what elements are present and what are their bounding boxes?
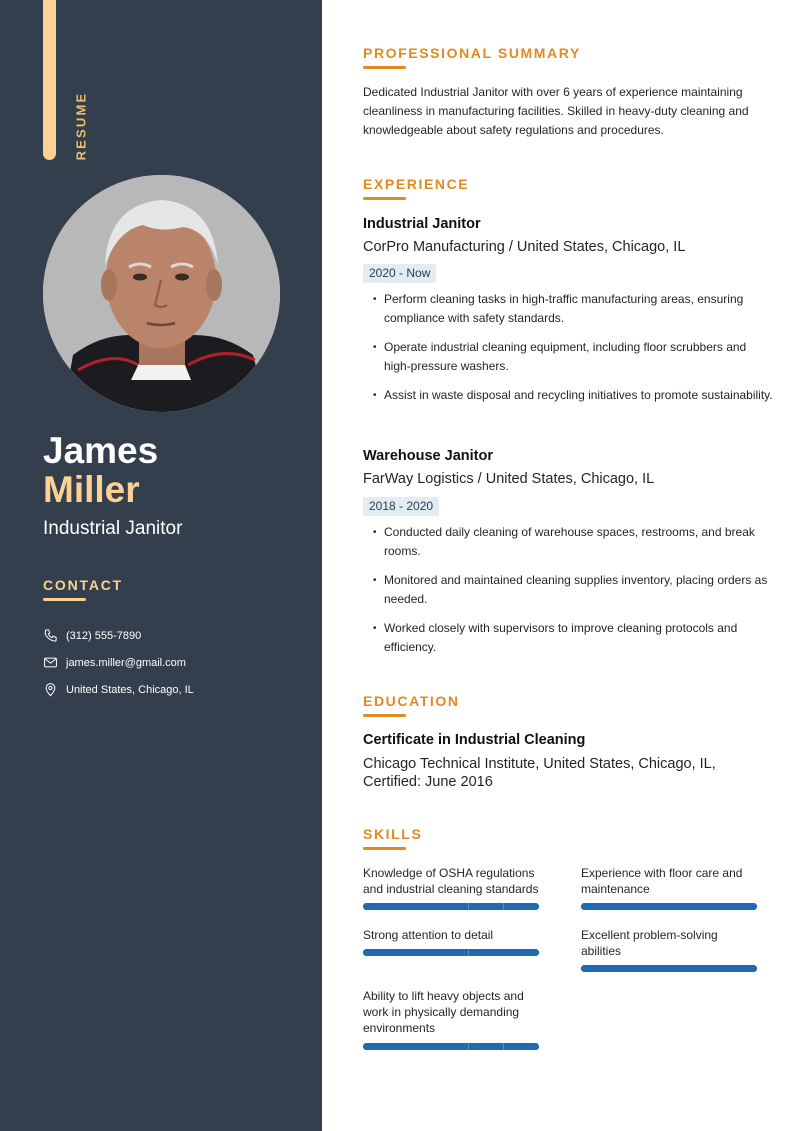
job-bullet: • Monitored and maintained cleaning supplies inventory, placing orders as needed.: [373, 571, 773, 609]
skill-label: Excellent problem-solving abilities: [581, 928, 718, 958]
job-bullets: [373, 523, 773, 667]
education-heading: EDUCATION: [363, 693, 460, 709]
skills-underline: [363, 847, 406, 850]
contact-heading: CONTACT: [43, 577, 123, 593]
job-bullet: • Conducted daily cleaning of warehouse spaces, restrooms, and break rooms.: [373, 523, 773, 561]
summary-text: Dedicated Industrial Janitor with over 6 years of experience maintaining cleanliness in manufacturing facilities. Skilled in heavy-duty cleaning and knowledgeable about safety regulations and procedures.: [363, 85, 749, 137]
job-bullet: • Perform cleaning tasks in high-traffic manufacturing areas, ensuring compliance with safety standards.: [373, 290, 773, 328]
skill-bar-fill: [363, 1043, 539, 1050]
skill-bar: [363, 903, 539, 910]
experience-heading: EXPERIENCE: [363, 176, 470, 192]
skill-item: [363, 865, 539, 897]
education-degree: Certificate in Industrial Cleaning: [363, 732, 586, 748]
skill-bar-fill: [363, 949, 539, 956]
summary-underline: [363, 66, 406, 69]
job-title: Industrial Janitor: [43, 518, 183, 539]
contact-email[interactable]: [43, 655, 186, 670]
job-bullet: • Assist in waste disposal and recycling initiatives to promote sustainability.: [373, 386, 773, 405]
phone-text: (312) 555-7890: [66, 629, 142, 642]
job-company: CorPro Manufacturing / United States, Chicago, IL: [363, 239, 686, 255]
education-underline: [363, 714, 406, 717]
job-bullet: • Operate industrial cleaning equipment, including floor scrubbers and high-pressure washers.: [373, 338, 773, 376]
skill-item: [581, 865, 757, 897]
skill-bar-fill: [581, 903, 757, 910]
job-role: Industrial Janitor: [363, 216, 481, 232]
skill-label: Strong attention to detail: [363, 928, 494, 942]
skill-label: Experience with floor care and maintenance: [581, 866, 743, 896]
skill-bar: [363, 949, 539, 956]
experience-underline: [363, 197, 406, 200]
education-school: Chicago Technical Institute, United States, Chicago, IL, Certified: June 2016: [363, 756, 716, 790]
skill-bar: [581, 965, 757, 972]
contact-location: [43, 682, 194, 697]
phone-icon: [43, 628, 58, 643]
mail-icon: [43, 655, 58, 670]
profile-photo: [43, 175, 280, 412]
skill-label: Knowledge of OSHA regulations and industrial cleaning standards: [363, 866, 539, 896]
sidebar: [0, 0, 322, 1131]
resume-label: RESUME: [73, 91, 89, 161]
location-text: United States, Chicago, IL: [66, 683, 194, 696]
summary-heading: PROFESSIONAL SUMMARY: [363, 45, 581, 61]
skill-bar-fill: [581, 965, 757, 972]
skill-item: [581, 927, 757, 959]
skill-label: Ability to lift heavy objects and work in physically demanding environments: [363, 989, 524, 1035]
contact-underline: [43, 598, 86, 601]
job-dates-badge: 2020 - Now: [363, 264, 436, 283]
name-last: Miller: [43, 469, 140, 510]
skill-bar: [363, 1043, 539, 1050]
job-dates-badge: 2018 - 2020: [363, 497, 439, 516]
skill-item: [363, 927, 539, 943]
skills-heading: SKILLS: [363, 826, 423, 842]
location-pin-icon: [43, 682, 58, 697]
email-text: james.miller@gmail.com: [66, 656, 186, 669]
skill-item: [363, 988, 539, 1036]
skill-bar-fill: [363, 903, 539, 910]
contact-phone[interactable]: [43, 628, 141, 643]
resume-ribbon: [43, 0, 56, 160]
job-bullets: [373, 290, 773, 415]
name-first: James: [43, 430, 159, 471]
job-company: FarWay Logistics / United States, Chicago, IL: [363, 471, 655, 487]
job-bullet: • Worked closely with supervisors to improve cleaning protocols and efficiency.: [373, 619, 773, 657]
person-photo-icon: [43, 175, 280, 412]
job-role: Warehouse Janitor: [363, 448, 493, 464]
skill-bar: [581, 903, 757, 910]
